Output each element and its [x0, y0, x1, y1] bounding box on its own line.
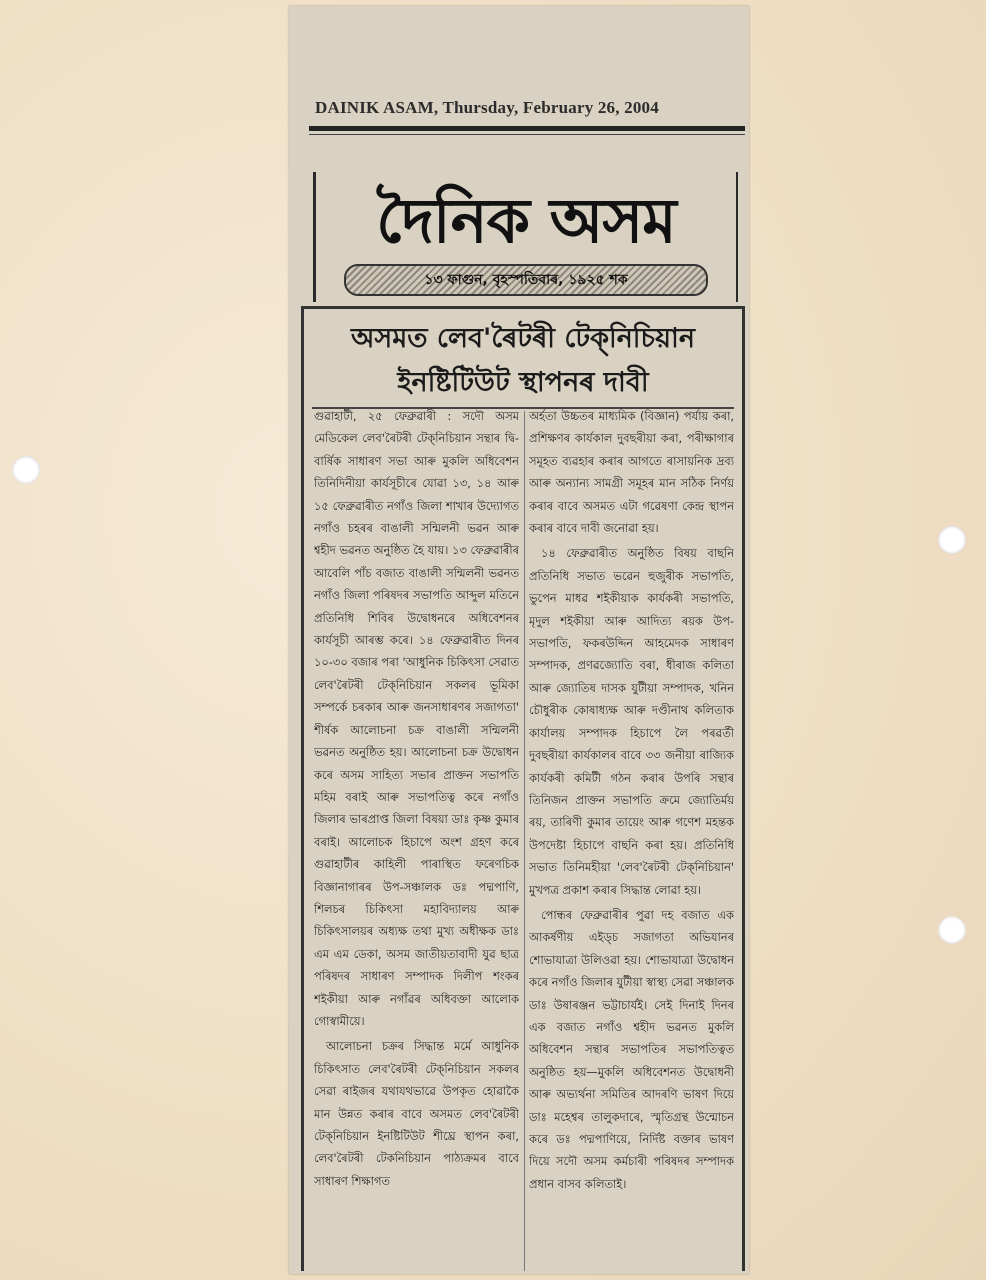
article-paragraph: অৰ্হতা উচ্চতৰ মাধ্যমিক (বিজ্ঞান) পৰ্যায় কৰা, প্ৰশিক্ষণৰ কাৰ্যকাল দুবছৰীয়া কৰা, পৰীক্ষাগাৰ সমূহত ব্যৱহাৰ কৰাৰ আগতে ৰাসায়নিক দ্ৰব্য আৰু অন্যান্য সামগ্ৰী সমূহৰ মান সঠিক নিৰ্ণয় কৰাৰ বাবে অসমত এটা গৱেষণা কেন্দ্ৰ স্থাপন কৰাৰ বাবে দাবী জনোৱা হয়। [529, 409, 734, 536]
punch-hole [938, 916, 966, 944]
masthead-subtitle: ১৩ ফাগুন, বৃহস্পতিবাৰ, ১৯২৫ শক [344, 264, 708, 296]
article-headline [314, 317, 732, 405]
article-paragraph: আলোচনা চক্ৰৰ সিদ্ধান্ত মৰ্মে আধুনিক চিকিৎসাত লেব'ৰৈটৰী টেক্‌নিচিয়ান সকলৰ সেৱা ৰাইজৰ যথাযথভাৱে উপকৃত হোৱাকৈ মান উন্নত কৰাৰ বাবে অসমত লেব'ৰৈটৰী টেক্‌নিচিয়ান ইনষ্টিটিউট শীঘ্ৰে স্থাপন কৰা, লেব'ৰৈটৰী টেকনিচিয়ান পাঠ্যক্ৰমৰ বাবে সাধাৰণ শিক্ষাগত [314, 1039, 519, 1188]
punch-hole [938, 526, 966, 554]
article-column-right [529, 405, 734, 1271]
dateline-rule [309, 126, 745, 131]
newspaper-clipping [289, 6, 749, 1274]
dateline-rule [309, 134, 745, 135]
article-column-left [314, 405, 519, 1271]
article [301, 306, 745, 1271]
masthead-title: দৈনিক অসম [376, 184, 676, 257]
headline-line: ইনষ্টিটিউট স্থাপনৰ দাবী [397, 367, 649, 398]
column-divider [524, 411, 525, 1271]
article-paragraph: পোন্ধৰ ফেব্ৰুৱাৰীৰ পুৱা দহ বজাত এক আকৰ্ষণীয় এইড্‌চ সজাগতা অভিযানৰ শোভাযাত্ৰা উলিওৱা হয়। শোভাযাত্ৰা উদ্বোধন কৰে নগাঁও জিলাৰ যুটীয়া স্বাস্থ্য সেৱা সঞ্চালক ডাঃ উষাৰঞ্জন ভট্টাচাৰ্যই। সেই দিনাই দিনৰ এক বজাত নগাঁও শ্বহীদ ভৱনত মুকলি অধিবেশন সন্থাৰ সভাপতিৰ সভাপতিত্বত অনুষ্ঠিত হয়—মুকলি অধিবেশনত উদ্বোধনী আৰু অভ্যৰ্থনা সমিতিৰ আদৰণি ভাষণ দিয়ে ডাঃ মহেশ্বৰ তালুকদাৰে, স্মৃতিগ্ৰন্থ উন্মোচন কৰে ডঃ পদ্মপাণিয়ে, নিৰ্দিষ্ট বক্তাৰ ভাষণ দিয়ে সদৌ অসম কৰ্মচাৰী পৰিষদৰ সম্পাদক প্ৰধান বাসব কলিতাই। [529, 907, 734, 1191]
article-paragraph: ১৪ ফেব্ৰুৱাৰীত অনুষ্ঠিত বিষয় বাছনি প্ৰতিনিধি সভাত ভৱেন হুজুৰীক সভাপতি, ভুপেন মাধৱ শইকীয়াক কাৰ্যকৰী সভাপতি, মৃদুল শইকীয়া আৰু আদিত্য ৰয়ক উপ-সভাপতি, ফকৰউদ্দিন আহমেদক সাধাৰণ সম্পাদক, প্ৰণৱজ্যোতি বৰা, ধীৰাজ কলিতা আৰু জ্যোতিষ দাসক যুটীয়া সম্পাদক, খনিন চৌধুৰীক কোষাধ্যক্ষ আৰু দণ্ডীনাথ কলিতাক কাৰ্যালয় সম্পাদক হিচাপে লৈ পৰৱৰ্তী দুবছৰীয়া কাৰ্যকালৰ বাবে ৩৩ জনীয়া ৰাজ্যিক কাৰ্যকৰী কমিটী গঠন কৰাৰ উপৰি সন্থাৰ তিনিজন প্ৰাক্তন সভাপতি ক্ৰমে জ্যোতিৰ্ময় ৰয়, তাৰিণী কুমাৰ তায়েং আৰু গণেশ মহন্তক উপদেষ্টা হিচাপে বাছনি কৰা হয়। প্ৰতিনিধি সভাত তিনিমহীয়া 'লেব'ৰৈটৰী টেক্‌নিচিয়ান' মুখপত্ৰ প্ৰকাশ কৰাৰ সিদ্ধান্ত লোৱা হয়। [529, 546, 734, 897]
article-paragraph: গুৱাহাটী, ২৫ ফেব্ৰুৱাৰী : সদৌ অসম মেডিকেল লেব'ৰৈটৰী টেক্‌নিচিয়ান সন্থাৰ দ্বি-বাৰ্ষিক সাধাৰণ সভা আৰু মুকলি অধিবেশন তিনিদিনীয়া কাৰ্যসূচীৰে যোৱা ১৩, ১৪ আৰু ১৫ ফেব্ৰুৱাৰীত নগাঁও জিলা শাখাৰ উদ্যোগত নগাঁও চহৰৰ বাঙালী সন্মিলনী ভৱন আৰু শ্বহীদ ভৱনত অনুষ্ঠিত হৈ যায়। ১৩ ফেব্ৰুৱাৰীৰ আবেলি পাঁচ বজাত বাঙালী সন্মিলনী ভৱনত নগাঁও জিলা পৰিষদৰ সভাপতি আব্দুল মতিনে প্ৰতিনিধি শিবিৰ উদ্বোধনৰে অধিবেশনৰ কাৰ্যসূচী আৰম্ভ কৰে। ১৪ ফেব্ৰুৱাৰীত দিনৰ ১০-৩০ বজাৰ পৰা 'আধুনিক চিকিৎসা সেৱাত লেব'ৰৈটৰী টেক্‌নিচিয়ান সকলৰ ভূমিকা সম্পৰ্কে চৰকাৰ আৰু জনসাধাৰণৰ সজাগতা' শীৰ্ষক আলোচনা চক্ৰ বাঙালী সন্মিলনী ভৱনত অনুষ্ঠিত হয়। আলোচনা চক্ৰ উদ্বোধন কৰে অসম সাহিত্য সভাৰ প্ৰাক্তন সভাপতি মহিম বৰাই আৰু সভাপতিত্ব কৰে নগাঁও জিলাৰ ভাৰপ্ৰাপ্ত জিলা বিষয়া ডাঃ কৃষ্ণ কুমাৰ বৰাই। আলোচক হিচাপে অংশ গ্ৰহণ কৰে গুৱাহাটীৰ কাহিলী পাৰাস্থিত ফৰেণচিক বিজ্ঞানাগাৰৰ উপ-সঞ্চালক ডঃ পদ্মপাণি, শিলচৰ চিকিৎসা মহাবিদ্যালয় আৰু চিকিৎসালয়ৰ অধ্যক্ষ তথা মুখ্য অধীক্ষক ডাঃ এম এম ডেকা, অসম জাতীয়তাবাদী যুৱ ছাত্ৰ পৰিষদৰ সাধাৰণ সম্পাদক দিলীপ শংকৰ শইকীয়া আৰু নগাঁৱৰ অধিবক্তা আলোক গোস্বামীয়ে। [314, 409, 519, 1028]
dateline: DAINIK ASAM, Thursday, February 26, 2004 [315, 98, 659, 117]
punch-hole [12, 456, 40, 484]
masthead [313, 172, 738, 302]
headline-line: অসমত লেব'ৰৈটৰী টেক্‌নিচিয়ান [351, 323, 695, 354]
